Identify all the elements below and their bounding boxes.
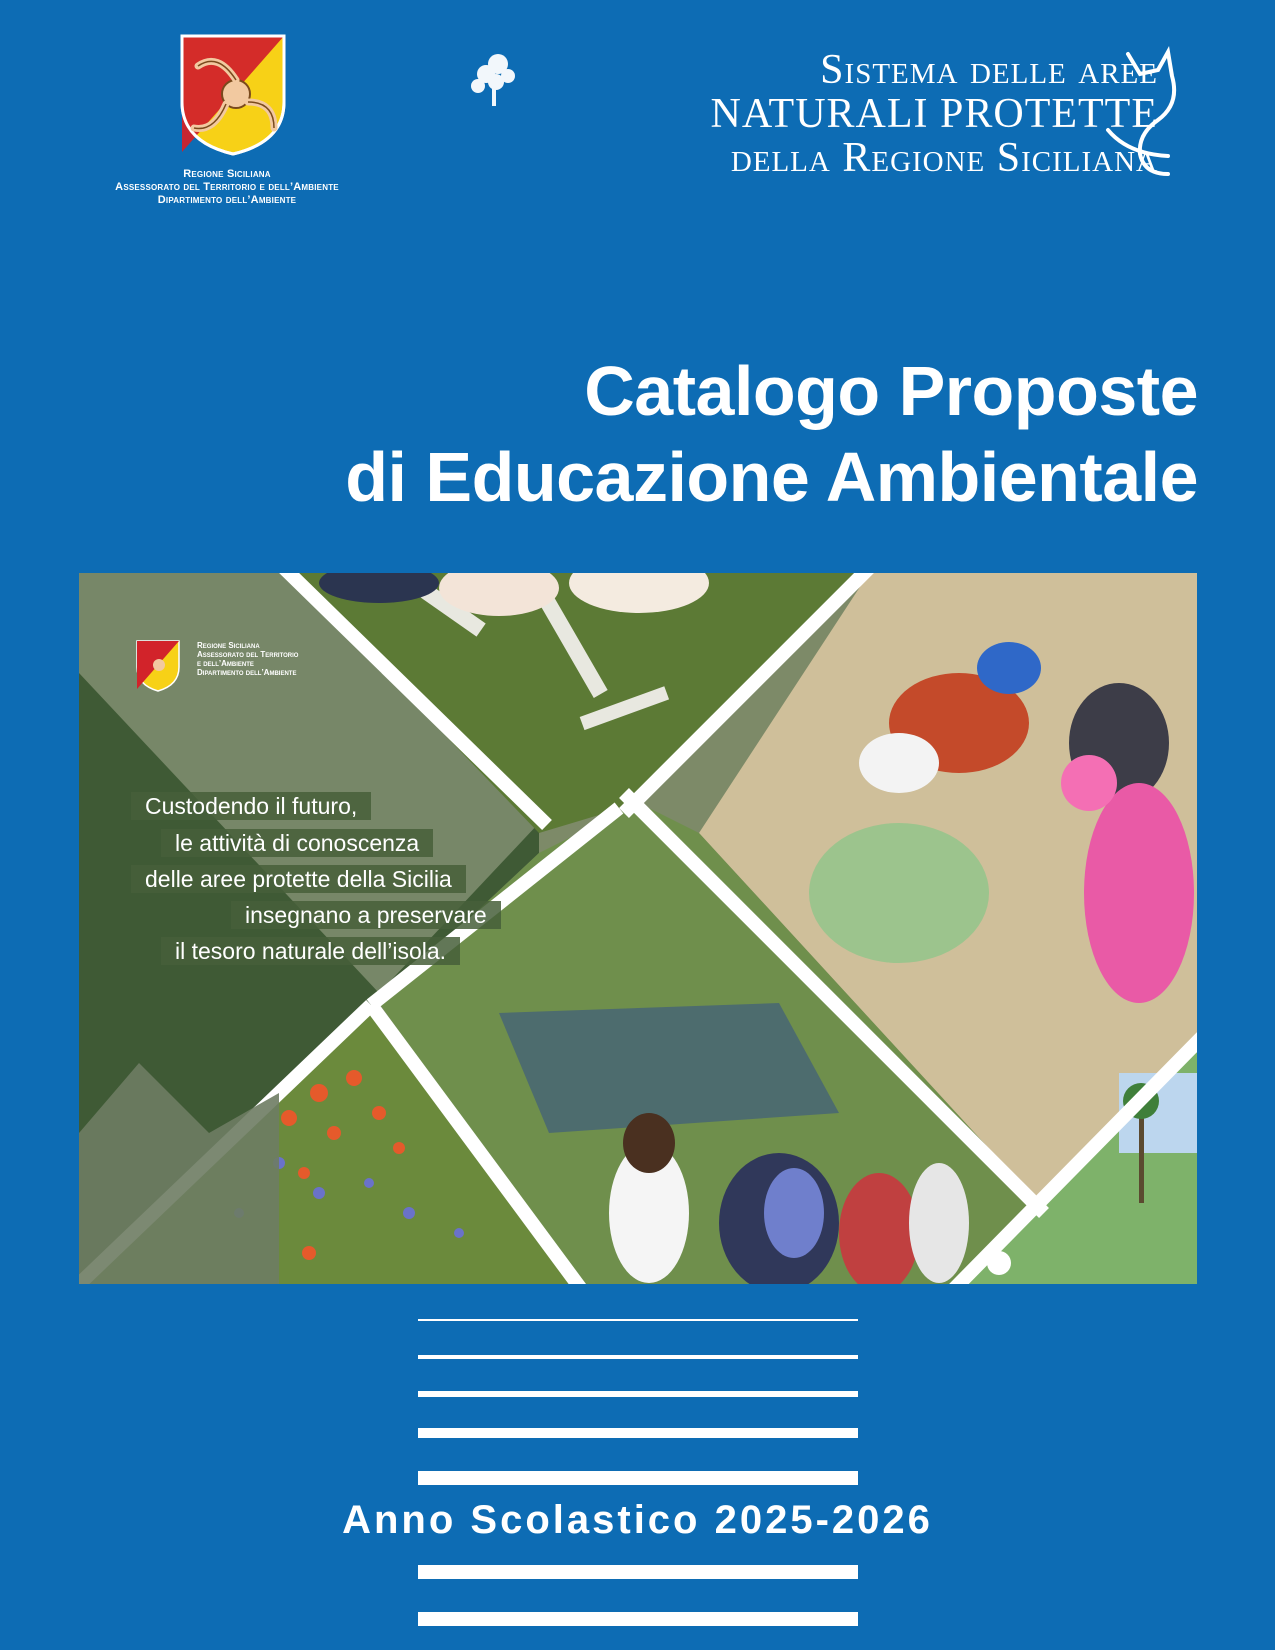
mini-region-line: Dipartimento dell’Ambiente — [197, 668, 297, 677]
decor-stripe — [418, 1612, 858, 1626]
system-title-line: Sistema delle aree — [820, 47, 1158, 93]
region-crest-logo — [178, 32, 288, 158]
title-line-2: di Educazione Ambientale — [345, 438, 1198, 516]
school-year: Anno Scolastico 2025-2026 — [342, 1498, 933, 1542]
mini-region-line: Assessorato del Territorio — [197, 650, 299, 659]
system-title — [508, 48, 1158, 180]
system-title-line: NATURALI PROTETTE — [710, 91, 1158, 137]
region-department-text — [62, 168, 392, 207]
mini-region-text — [197, 641, 298, 677]
tagline-line: Custodendo il futuro, — [131, 792, 371, 820]
system-title-line: della Regione Siciliana — [730, 135, 1158, 181]
title-line-1: Catalogo Proposte — [584, 352, 1198, 430]
decor-stripe — [418, 1428, 858, 1438]
region-line: Dipartimento dell’Ambiente — [157, 194, 297, 206]
decor-stripe — [418, 1355, 858, 1359]
decor-stripe — [418, 1471, 858, 1485]
decor-stripe — [418, 1319, 858, 1321]
mini-region-line: e dell’Ambiente — [197, 659, 254, 668]
tagline-line: il tesoro naturale dell’isola. — [161, 937, 460, 965]
mini-region-line: Regione Siciliana — [197, 641, 260, 650]
region-line: Assessorato del Territorio e dell’Ambiente — [115, 181, 339, 193]
decor-stripe — [418, 1391, 858, 1397]
photo-collage — [79, 573, 1197, 1284]
mini-crest-logo — [137, 641, 179, 691]
tagline-line: le attività di conoscenza — [161, 829, 433, 857]
region-line: Regione Siciliana — [183, 168, 271, 180]
tagline-line: delle aree protette della Sicilia — [131, 865, 466, 893]
decor-stripe — [418, 1565, 858, 1579]
tagline-line: insegnano a preservare — [231, 901, 501, 929]
catalog-title — [200, 348, 1198, 520]
